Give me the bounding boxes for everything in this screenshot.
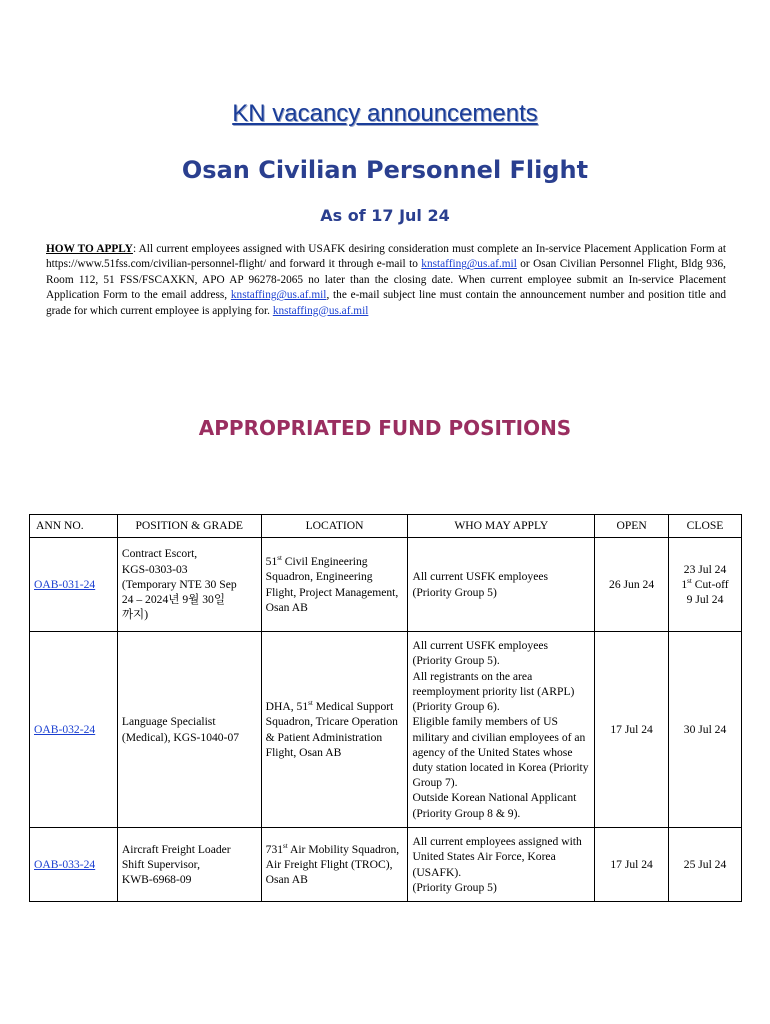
close-cell: 30 Jul 24 <box>669 632 742 828</box>
cutoff-line <box>673 577 737 592</box>
open-cell: 17 Jul 24 <box>595 828 669 902</box>
close-date: 23 Jul 24 <box>683 562 727 576</box>
ordinal-suffix: st <box>283 841 288 850</box>
table-header-row <box>30 515 742 538</box>
open-cell: 26 Jun 24 <box>595 538 669 632</box>
cutoff-number: 1 <box>681 577 688 591</box>
position-line: Contract Escort, <box>121 547 198 561</box>
email-link-1[interactable]: knstaffing@us.af.mil <box>421 258 517 271</box>
header-who-may-apply: WHO MAY APPLY <box>408 515 595 538</box>
vacancy-table <box>29 514 742 902</box>
as-of-date: As of 17 Jul 24 <box>320 206 450 225</box>
location-text: Air Mobility Squadron, Air Freight Flight (TROC), Osan AB <box>265 842 400 887</box>
kn-vacancy-title: KN vacancy announcements <box>232 100 538 127</box>
ann-cell <box>30 632 118 828</box>
cutoff-date: 9 Jul 24 <box>686 593 724 607</box>
cutoff-label: Cut-off <box>691 577 729 591</box>
ann-cell <box>30 828 118 902</box>
location-number: 51 <box>265 555 278 569</box>
who-line: All current USFK employees (Priority Group 5). <box>412 639 549 668</box>
table-row <box>30 828 742 902</box>
position-line: 24 – 2024년 9월 30일 <box>121 593 226 607</box>
close-cell: 25 Jul 24 <box>669 828 742 902</box>
header-close: CLOSE <box>669 515 742 538</box>
section-title: APPROPRIATED FUND POSITIONS <box>198 416 572 440</box>
close-cell <box>669 538 742 632</box>
who-cell <box>408 828 595 902</box>
location-text: Medical Support Squadron, Tricare Operation & Patient Administration Flight, Osan AB <box>265 700 398 759</box>
who-line: (Priority Group 5) <box>412 880 497 894</box>
ordinal-suffix: st <box>687 577 692 586</box>
position-cell <box>117 632 261 828</box>
ann-cell <box>30 538 118 632</box>
header-open: OPEN <box>595 515 669 538</box>
flight-title: Osan Civilian Personnel Flight <box>181 156 589 184</box>
location-cell <box>261 632 408 828</box>
position-line: (Temporary NTE 30 Sep <box>121 577 237 591</box>
open-cell: 17 Jul 24 <box>595 632 669 828</box>
who-line: Eligible family members of US military and civilian employees of an agency of the United States whose duty station located in Korea (Priority Group 7). <box>412 715 589 790</box>
how-to-apply-label: HOW TO APPLY <box>46 243 133 255</box>
ann-link[interactable]: OAB-031-24 <box>34 577 96 591</box>
header-position: POSITION & GRADE <box>117 515 261 538</box>
position-line: (Medical), KGS-1040-07 <box>121 730 240 744</box>
position-line: Shift Supervisor, <box>121 857 200 871</box>
who-line: Outside Korean National Applicant (Priority Group 8 & 9). <box>412 791 577 820</box>
who-line: All current employees assigned with United States Air Force, Korea (USAFK). <box>412 835 582 879</box>
email-link-2[interactable]: knstaffing@us.af.mil <box>230 289 327 302</box>
location-cell <box>261 538 408 632</box>
header-ann-no: ANN NO. <box>30 515 118 538</box>
email-link-3[interactable]: knstaffing@us.af.mil <box>272 304 369 317</box>
position-line: KGS-0303-03 <box>121 562 188 576</box>
ordinal-suffix: st <box>308 699 313 708</box>
position-cell <box>117 538 261 632</box>
table-row <box>30 632 742 828</box>
ann-link[interactable]: OAB-032-24 <box>34 722 96 736</box>
who-cell <box>408 632 595 828</box>
howto-text-4: , the e-mail subject line must contain the announcement number and position title and grade for which current employee is applying for. <box>46 289 726 317</box>
howto-text-1: : All current employees assigned with USAFK desiring consideration must complete an In-service Placement Application Form at https://www.51fss.com/civilian-personnel-flight/ <box>46 243 727 271</box>
header-location: LOCATION <box>261 515 408 538</box>
ann-link[interactable]: OAB-033-24 <box>34 857 96 871</box>
position-cell <box>117 828 261 902</box>
howto-text-2: and forward it through e-mail to <box>266 258 422 271</box>
location-text: Civil Engineering Squadron, Engineering Flight, Project Management, Osan AB <box>265 555 399 614</box>
ordinal-suffix: st <box>277 554 282 563</box>
who-cell: All current USFK employees (Priority Group 5) <box>408 538 595 632</box>
location-number: 731 <box>265 842 284 856</box>
position-line: Aircraft Freight Loader <box>121 842 231 856</box>
location-cell <box>261 828 408 902</box>
position-line: KWB-6968-09 <box>121 873 192 887</box>
table-row <box>30 538 742 632</box>
position-line: 까지) <box>121 608 149 622</box>
who-line: All registrants on the area reemployment priority list (ARPL) (Priority Group 6). <box>412 669 575 714</box>
location-number: DHA, 51 <box>265 700 309 714</box>
position-line: Language Specialist <box>121 715 216 729</box>
how-to-apply-paragraph <box>46 242 726 319</box>
howto-text-3: or Osan Civilian Personnel Flight, Bldg 936, Room 112, 51 FSS/FSCAXKN, APO AP 96278-2065 no later than the closing date. When current employee submit an In-service Placement Application Form to the email address, <box>46 258 726 302</box>
